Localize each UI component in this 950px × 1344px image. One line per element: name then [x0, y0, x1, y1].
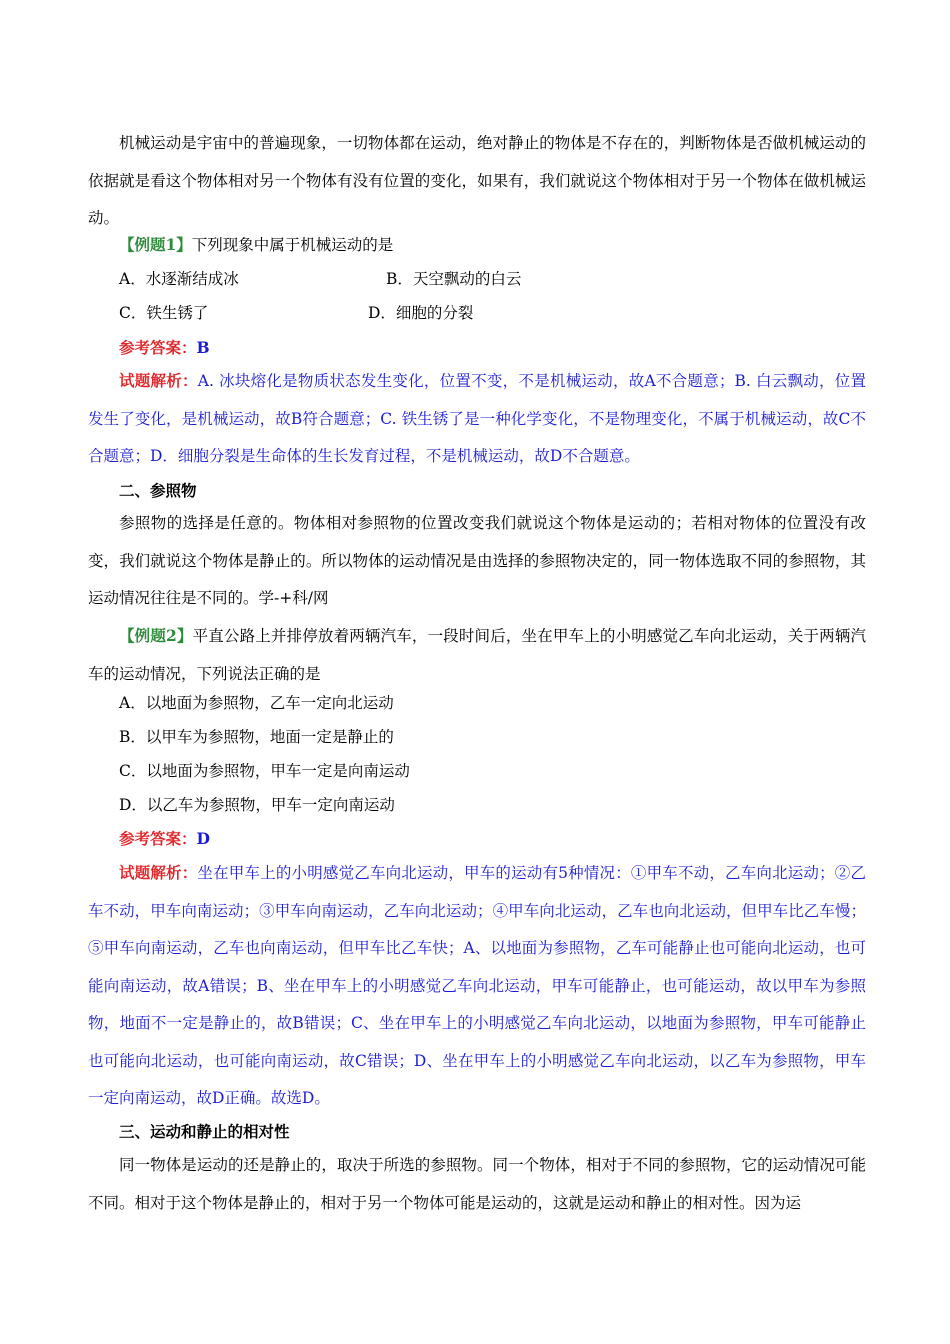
example1-option-a: A．水逐渐结成冰 — [119, 270, 239, 288]
section2-heading: 二、参照物 — [119, 481, 197, 500]
example1-option-b: B．天空飘动的白云 — [386, 270, 522, 288]
example1-analysis-label: 试题解析： — [119, 371, 198, 390]
example2-answer-value: D — [196, 829, 210, 848]
example2-option-c: C．以地面为参照物，甲车一定是向南运动 — [119, 762, 410, 780]
example2-option-a: A．以地面为参照物，乙车一定向北运动 — [119, 694, 394, 712]
intro-paragraph: 机械运动是宇宙中的普遍现象，一切物体都在运动，绝对静止的物体是不存在的，判断物体是否做机械运动的依据就是看这个物体相对另一个物体有没有位置的变化，如果有，我们就说这个物体相对于另一个物体在做机械运动。 — [88, 134, 866, 227]
example1-analysis-text: A. 冰块熔化是物质状态发生变化，位置不变，不是机械运动，故A不合题意；B. 白云飘动，位置发生了变化，是机械运动，故B符合题意；C. 铁生锈了是一种化学变化，不是物理变化，不属于机械运动，故C不合题意；D．细胞分裂是生命体的生长发育过程，不是机械运动，故D不合题意。 — [88, 372, 866, 465]
example2-question-text: 平直公路上并排停放着两辆汽车，一段时间后，坐在甲车上的小明感觉乙车向北运动，关于两辆汽车的运动情况，下列说法正确的是 — [88, 627, 866, 683]
example1-question-text: 下列现象中属于机械运动的是 — [191, 236, 394, 254]
example1-tag: 【例题1】 — [119, 235, 192, 254]
section3-paragraph: 同一物体是运动的还是静止的，取决于所选的参照物。同一个物体，相对于不同的参照物，它的运动情况可能不同。相对于这个物体是静止的，相对于另一个物体可能是运动的，这就是运动和静止的相对性。因为运 — [88, 1156, 866, 1212]
section2-paragraph: 参照物的选择是任意的。物体相对参照物的位置改变我们就说这个物体是运动的；若相对物体的位置没有改变，我们就说这个物体是静止的。所以物体的运动情况是由选择的参照物决定的，同一物体选取不同的参照物，其运动情况往往是不同的。学-+科/网 — [88, 514, 866, 607]
example1-answer — [119, 338, 210, 358]
example2-option-b: B．以甲车为参照物，地面一定是静止的 — [119, 728, 394, 746]
example1-answer-value: B — [196, 338, 210, 357]
section3-heading: 三、运动和静止的相对性 — [119, 1122, 290, 1141]
example2-option-d: D．以乙车为参照物，甲车一定向南运动 — [119, 796, 395, 814]
example2-answer — [119, 829, 210, 849]
example2-analysis-text: 坐在甲车上的小明感觉乙车向北运动，甲车的运动有5种情况：①甲车不动，乙车向北运动；②乙车不动，甲车向南运动；③甲车向南运动，乙车向北运动；④甲车向北运动，乙车也向北运动，但甲车比乙车慢；⑤甲车向南运动，乙车也向南运动，但甲车比乙车快；A、以地面为参照物，乙车可能静止也可能向北运动，也可能向南运动，故A错误；B、坐在甲车上的小明感觉乙车向北运动，甲车可能静止，也可能运动，故以甲车为参照物，地面不一定是静止的，故B错误；C、坐在甲车上的小明感觉乙车向北运动，以地面为参照物，甲车可能静止也可能向北运动，也可能向南运动，故C错误；D、坐在甲车上的小明感觉乙车向北运动，以乙车为参照物，甲车一定向南运动，故D正确。故选D。 — [88, 864, 866, 1107]
example2-analysis — [88, 854, 866, 1118]
example2-tag: 【例题2】 — [119, 626, 193, 645]
example1-option-d: D．细胞的分裂 — [368, 304, 474, 322]
example1-analysis — [88, 362, 866, 476]
example2-analysis-label: 试题解析： — [119, 863, 198, 882]
example2-answer-label: 参考答案： — [119, 829, 197, 848]
example2-question — [88, 617, 866, 693]
example1-option-c: C．铁生锈了 — [119, 304, 209, 322]
example1-question — [119, 235, 393, 255]
example1-answer-label: 参考答案： — [119, 338, 197, 357]
